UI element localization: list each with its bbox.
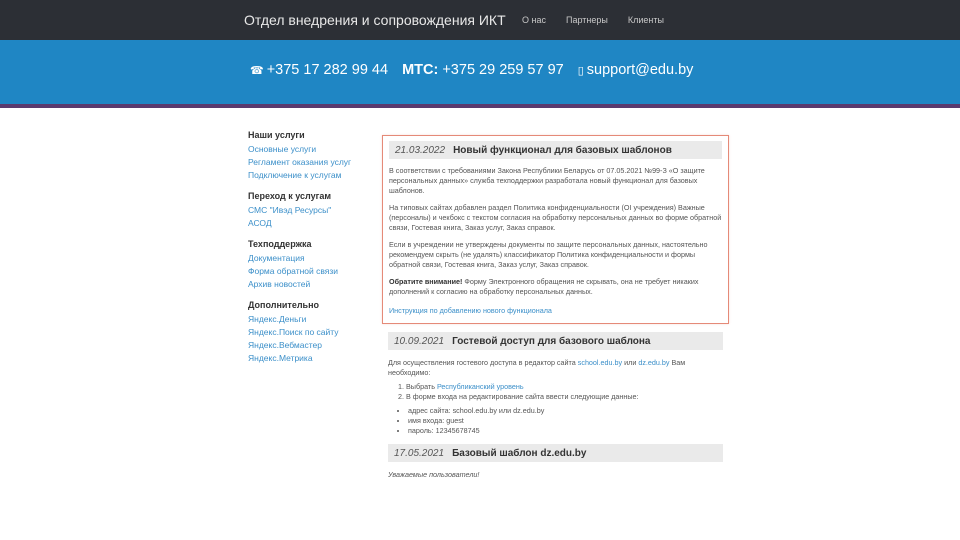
nav-about[interactable]: О нас: [522, 15, 546, 25]
news-paragraph: На типовых сайтах добавлен раздел Политика конфиденциальности (ОI учреждения) Важные (персоналы) и чекбокс с текстом согласия на обработку персональных данных во форме обратной связи, Гостевая книга, Заказ услуг, Заказ справок.: [389, 203, 722, 232]
top-navbar: [0, 0, 960, 40]
sidebar-group-extra: [248, 300, 373, 365]
news-date: 21.03.2022: [395, 144, 446, 156]
nav-clients[interactable]: Клиенты: [627, 15, 664, 25]
sidebar-link[interactable]: АСОД: [248, 218, 272, 228]
instruction-link[interactable]: Инструкция по добавлению нового функционала: [389, 306, 552, 315]
news-title[interactable]: Новый функционал для базовых шаблонов: [453, 144, 672, 156]
sidebar-group-services: [248, 130, 373, 182]
phone-contact: [250, 62, 388, 78]
sidebar: [248, 130, 373, 374]
news-title[interactable]: Базовый шаблон dz.edu.by: [452, 447, 587, 459]
credentials-list: [388, 406, 723, 436]
main-content: [382, 135, 729, 487]
mts-phone: +375 29 259 57 97: [442, 62, 564, 78]
sidebar-group-title: Переход к услугам: [248, 191, 332, 201]
step-prefix: Выбрать: [406, 382, 437, 391]
site-link[interactable]: school.edu.by: [577, 358, 623, 367]
mail-icon: ▯: [577, 65, 584, 77]
sidebar-link[interactable]: СМС "Ивэд Ресурсы": [248, 205, 332, 215]
notice-bold: Обратите внимание!: [389, 277, 463, 286]
nav-partners[interactable]: Партнеры: [565, 15, 608, 25]
email-contact[interactable]: [578, 62, 694, 78]
sidebar-link[interactable]: Подключение к услугам: [248, 170, 342, 180]
sidebar-link[interactable]: Яндекс.Деньги: [248, 314, 307, 324]
intro-end: Вам необходимо:: [388, 358, 686, 377]
sidebar-link[interactable]: Яндекс.Метрика: [248, 353, 313, 363]
intro-text: Для осуществления гостевого доступа в редактор сайта: [388, 358, 578, 367]
mts-contact: [402, 62, 564, 78]
top-nav: [522, 15, 664, 25]
site-link[interactable]: dz.edu.by: [638, 358, 670, 367]
steps-list: [388, 382, 723, 402]
news-item: [382, 444, 729, 479]
list-item: • пароль: 12345678745: [408, 426, 723, 436]
contact-bar: [0, 40, 960, 104]
intro-mid: или: [622, 358, 639, 367]
news-intro: Уважаемые пользователи!: [388, 470, 480, 479]
sidebar-group-title: Наши услуги: [248, 130, 305, 140]
news-paragraph: [388, 358, 723, 378]
news-item-highlighted: [382, 135, 729, 324]
sidebar-link[interactable]: Архив новостей: [248, 279, 311, 289]
list-item: • имя входа: guest: [408, 416, 723, 426]
sidebar-link[interactable]: Форма обратной связи: [248, 266, 339, 276]
notice-text: Форму Электронного обращения не скрывать, она не требует никаких дополнений к согласию на обработку персональных данных.: [389, 277, 699, 296]
news-notice: [389, 277, 722, 297]
contacts: [250, 62, 693, 78]
phone-icon: ☎: [250, 65, 264, 77]
list-item: 2. В форме входа на редактирование сайта ввести следующие данные:: [406, 392, 723, 402]
list-item: [406, 382, 723, 392]
sidebar-group-support: [248, 239, 373, 291]
email-address[interactable]: support@edu.by: [586, 62, 694, 78]
news-paragraph: Если в учреждении не утверждены документы по защите персональных данных, настоятельно рекомендуем скрыть (не удалять) классификатор Политика конфиденциальности и формы обратной связи, Гостевая книга, Заказ услуг, Заказ справок.: [389, 240, 708, 269]
phone-number: +375 17 282 99 44: [266, 62, 389, 78]
news-header: [388, 444, 723, 462]
list-item: • адрес сайта: school.edu.by или dz.edu.by: [408, 406, 723, 416]
site-title[interactable]: Отдел внедрения и сопровождения ИКТ: [244, 12, 506, 28]
sidebar-group-transition: [248, 191, 373, 230]
sidebar-link[interactable]: Яндекс.Поиск по сайту: [248, 327, 339, 337]
mts-label: МТС:: [402, 62, 439, 78]
news-paragraph: В соответствии с требованиями Закона Республики Беларусь от 07.05.2021 №99-З «О защите персональных данных» служба техподдержки разработала новый функционал для базовых шаблонов.: [389, 166, 705, 195]
level-link[interactable]: Республиканский уровень: [436, 382, 524, 391]
header-accent-line: [0, 104, 960, 108]
sidebar-group-title: Дополнительно: [248, 300, 320, 310]
news-date: 17.05.2021: [394, 447, 445, 459]
sidebar-group-title: Техподдержка: [248, 239, 312, 249]
news-date: 10.09.2021: [394, 335, 445, 347]
sidebar-link[interactable]: Основные услуги: [248, 144, 317, 154]
sidebar-link[interactable]: Яндекс.Вебмастер: [248, 340, 323, 350]
news-title[interactable]: Гостевой доступ для базового шаблона: [452, 335, 651, 347]
sidebar-link[interactable]: Регламент оказания услуг: [248, 157, 352, 167]
sidebar-link[interactable]: Документация: [248, 253, 305, 263]
news-header: [389, 141, 722, 159]
news-header: [388, 332, 723, 350]
news-item: [382, 332, 729, 436]
